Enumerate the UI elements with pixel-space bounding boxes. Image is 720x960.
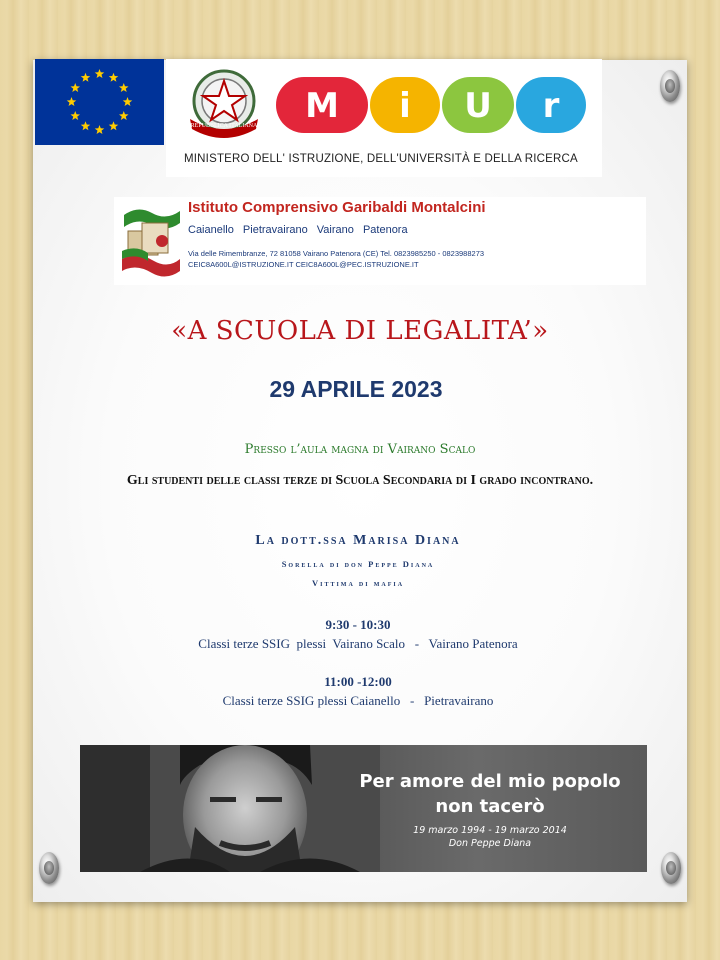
thumbtack-bottom-right — [661, 852, 681, 884]
banner-quote-line2: non tacerò — [435, 796, 545, 817]
eu-star — [81, 73, 91, 82]
event-audience: Gli studenti delle classi terze di Scuola Secondaria di I grado incontrano. — [126, 473, 594, 488]
session-time: 9:30 - 10:30 — [325, 617, 391, 632]
eu-star — [119, 83, 129, 92]
eu-star — [95, 125, 105, 134]
banner-quote-line1: Per amore del mio popolo — [359, 771, 621, 792]
eu-star — [67, 97, 77, 106]
miur-letter-m: M — [305, 86, 339, 126]
eu-star — [71, 111, 81, 120]
miur-letter-u: U — [464, 86, 492, 126]
eu-star — [109, 121, 119, 130]
school-name: Istituto Comprensivo Garibaldi Montalcini — [188, 199, 486, 216]
banner-name: Don Peppe Diana — [448, 838, 532, 849]
session-time: 11:00 -12:00 — [324, 674, 392, 689]
school-towns: Caianello Pietravairano Vairano Patenora — [188, 224, 408, 236]
eu-star — [123, 97, 133, 106]
eu-star — [71, 83, 81, 92]
miur-letter-i: i — [399, 86, 411, 126]
eu-flag — [35, 59, 164, 145]
miur-logo-block — [166, 59, 602, 177]
school-header — [114, 197, 646, 285]
eu-star — [95, 69, 105, 78]
school-address: Via delle Rimembranze, 72 81058 Vairano Patenora (CE) Tel. 0823985250 - 0823988273 — [188, 249, 485, 258]
speaker-role-sister: Sorella di don Peppe Diana — [281, 559, 435, 569]
session-classes: Classi terze SSIG plessi Vairano Scalo - Vairano Patenora — [198, 636, 518, 651]
school-emails: CEIC8A600L@ISTRUZIONE.IT CEIC8A600L@PEC.ISTRUZIONE.IT — [188, 260, 419, 269]
italian-republic-emblem — [180, 65, 268, 145]
event-date: 29 APRILE 2023 — [269, 376, 443, 402]
thumbtack-bottom-left — [39, 852, 59, 884]
speaker-role-victim: Vittima di mafia — [311, 578, 405, 588]
event-title: «A SCUOLA DI LEGALITA’» — [171, 316, 549, 346]
event-venue: Presso l’aula magna di Vairano Scalo — [244, 442, 476, 457]
don-peppe-diana-banner — [80, 745, 647, 872]
session-classes: Classi terze SSIG plessi Caianello - Pietravairano — [222, 693, 494, 708]
speaker-name: La dott.ssa Marisa Diana — [255, 533, 461, 548]
banner-dates: 19 marzo 1994 - 19 marzo 2014 — [413, 825, 567, 836]
miur-letter-r: r — [542, 86, 560, 126]
ministry-caption: MINISTERO DELL' ISTRUZIONE, DELL'UNIVERSITÀ E DELLA RICERCA — [184, 153, 578, 165]
eu-star — [109, 73, 119, 82]
eu-star — [119, 111, 129, 120]
emblem-ribbon-text: REPUBBLICA ITALIANA — [190, 123, 258, 129]
portrait-photo — [80, 745, 380, 872]
thumbtack-top-right — [660, 70, 680, 102]
eu-stars-icon — [35, 59, 164, 145]
school-logo-icon — [118, 201, 184, 283]
eu-star — [81, 121, 91, 130]
